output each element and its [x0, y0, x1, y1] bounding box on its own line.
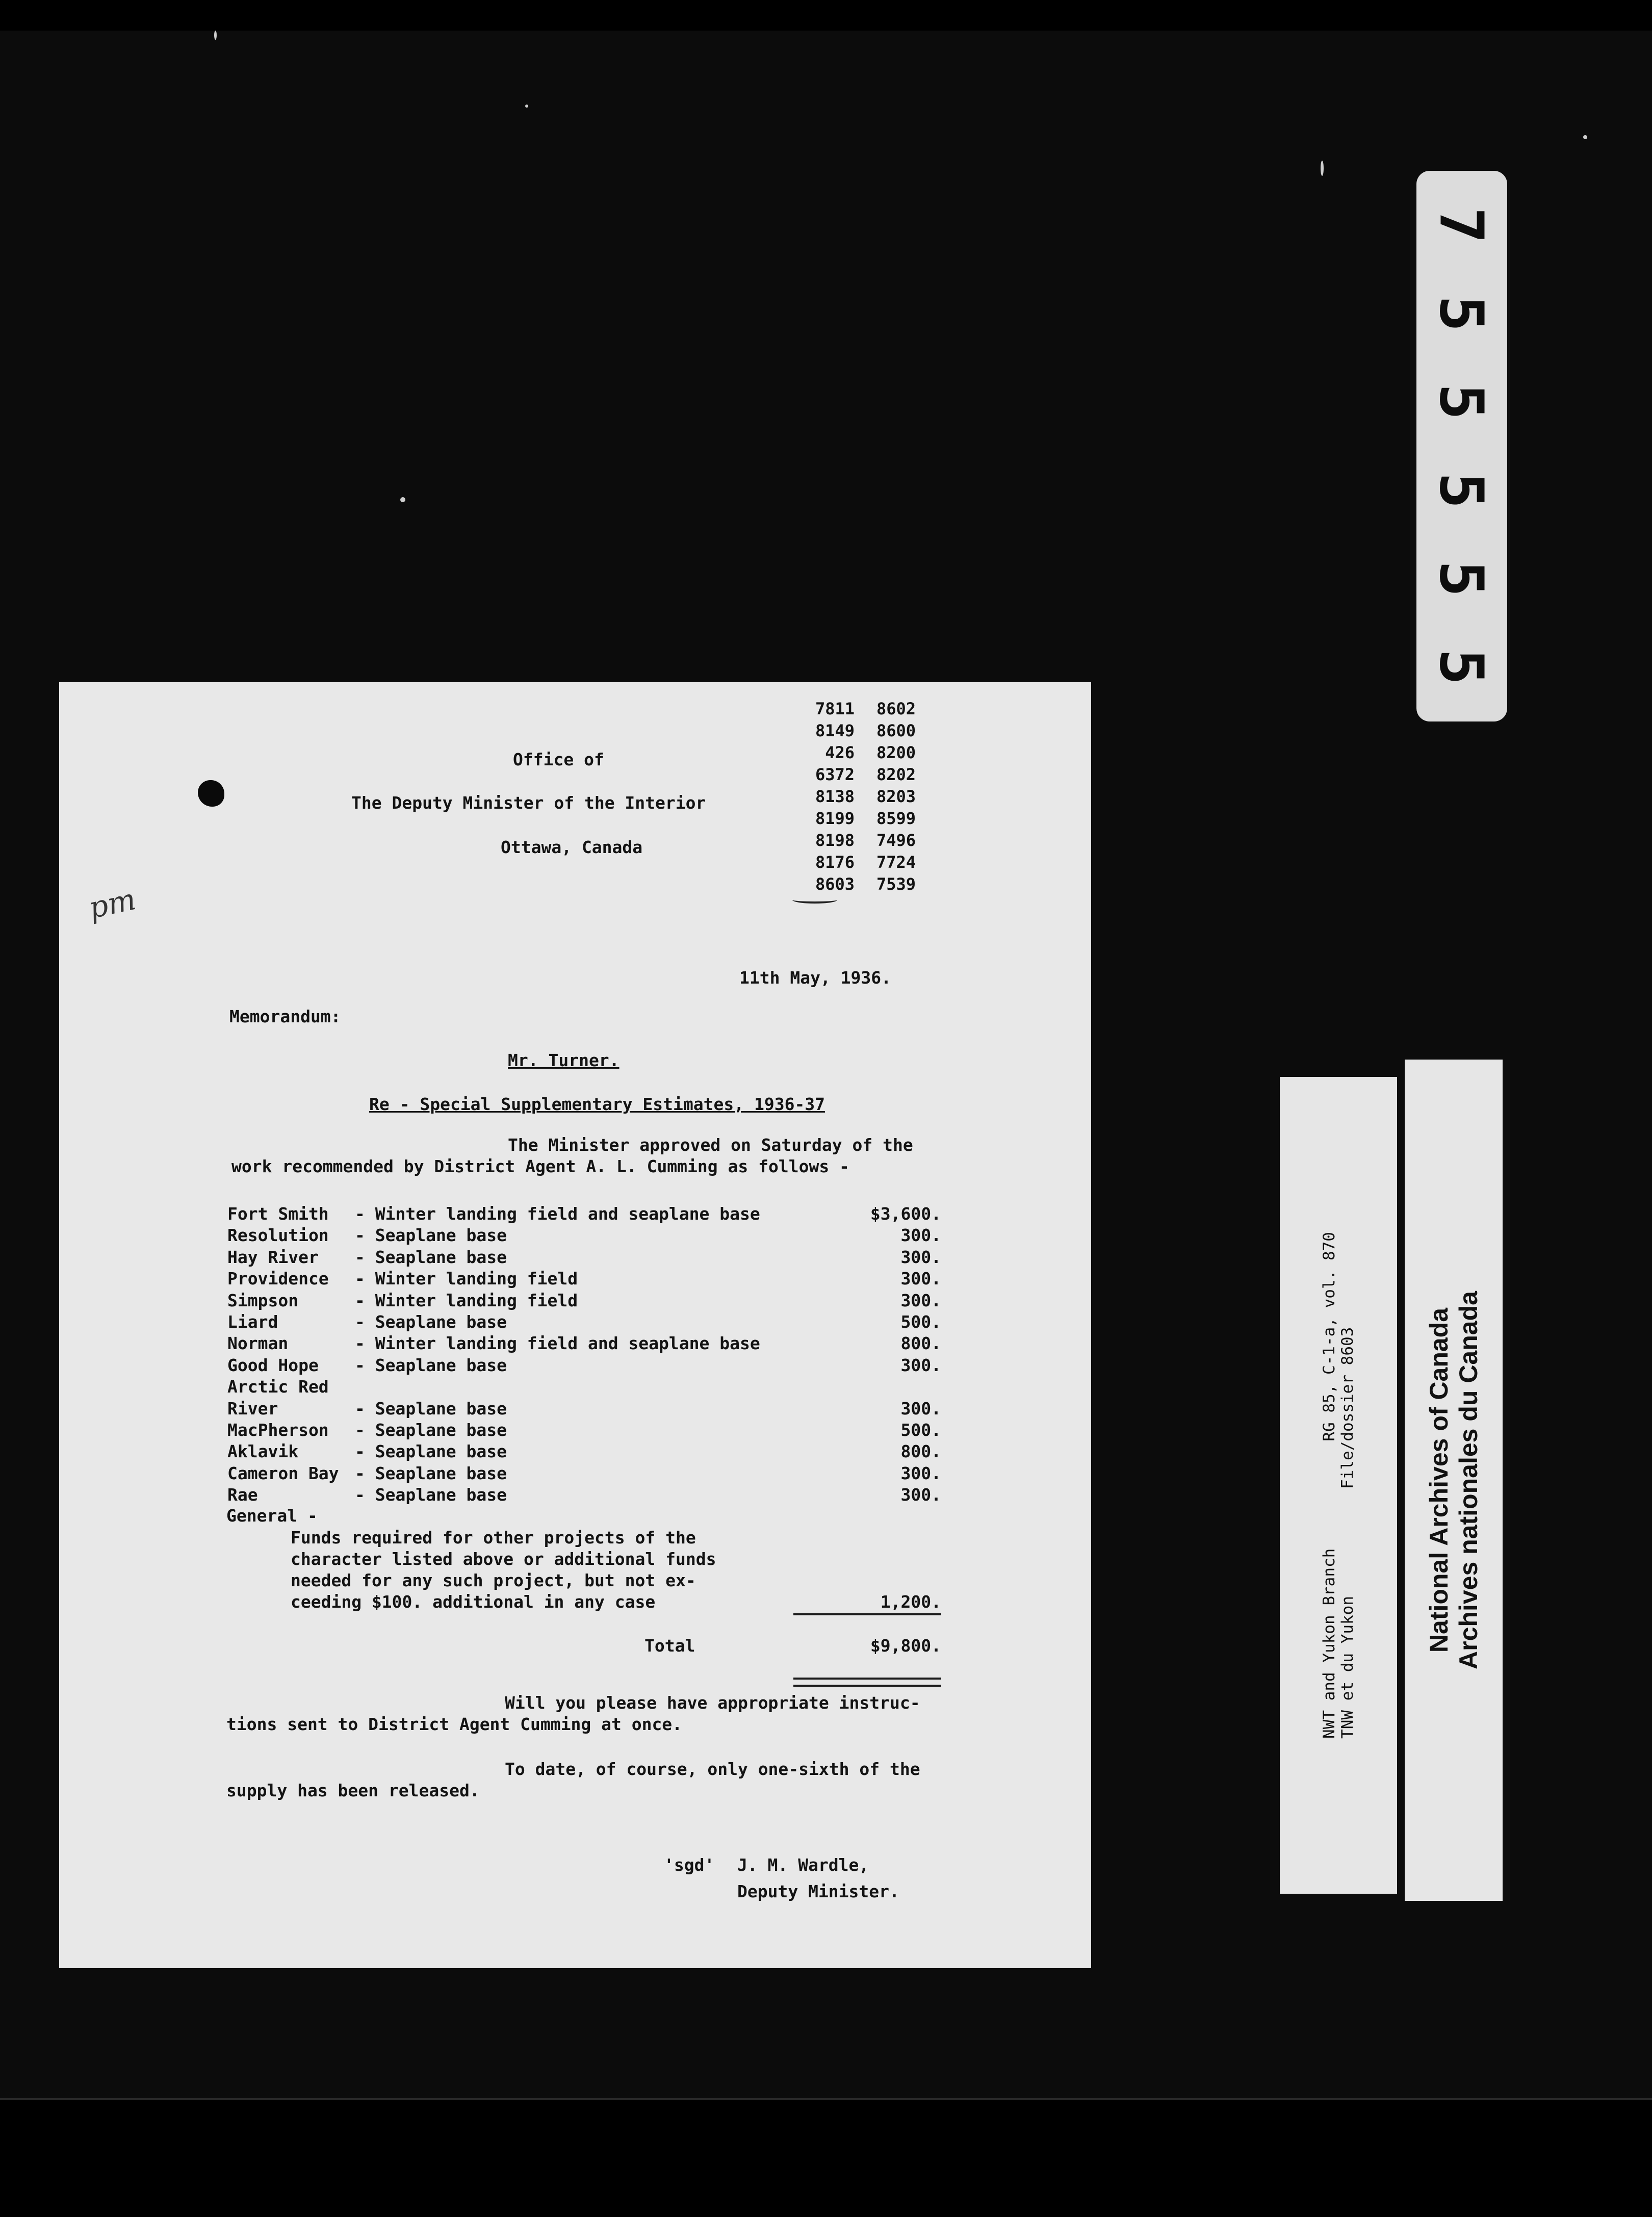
- film-speck: [1321, 161, 1324, 176]
- film-border-top: [0, 0, 1652, 31]
- total-double-rule: [793, 1678, 941, 1680]
- signature-name: J. M. Wardle,: [737, 1855, 869, 1875]
- signature-sgd: 'sgd': [664, 1855, 715, 1875]
- item-place: Simpson: [227, 1290, 299, 1310]
- item-amount: 300.: [900, 1290, 941, 1310]
- film-speck: [525, 105, 528, 108]
- header-office-of: Office of: [513, 750, 604, 769]
- film-border-bottom: [0, 2098, 1652, 2217]
- item-work: - Seaplane base: [355, 1247, 507, 1267]
- film-speck: [1583, 135, 1587, 139]
- item-amount: 500.: [900, 1420, 941, 1440]
- item-work: - Winter landing field and seaplane base: [355, 1204, 760, 1224]
- subtotal-rule: [793, 1613, 941, 1615]
- item-amount: 500.: [900, 1311, 941, 1332]
- frame-digit: 5: [1426, 295, 1497, 332]
- item-place: Cameron Bay: [227, 1463, 339, 1483]
- paragraph-3-line-2: supply has been released.: [226, 1781, 480, 1800]
- film-speck: [214, 31, 217, 40]
- item-work: - Seaplane base: [355, 1311, 507, 1332]
- file-number: 8603: [815, 874, 855, 894]
- memo-subject: Re - Special Supplementary Estimates, 1936-37: [369, 1094, 825, 1114]
- header-deputy-minister: The Deputy Minister of the Interior: [351, 793, 706, 813]
- file-number: 8199: [815, 809, 855, 828]
- item-place: Rae: [227, 1485, 258, 1505]
- file-number: 8599: [876, 809, 916, 828]
- general-text-line: ceeding $100. additional in any case: [291, 1592, 656, 1612]
- institution-name-en: National Archives of Canada: [1425, 1307, 1453, 1653]
- item-place: Fort Smith: [227, 1204, 329, 1224]
- item-work: - Winter landing field: [355, 1269, 578, 1289]
- item-work: - Seaplane base: [355, 1355, 507, 1375]
- institution-name-fr: Archives nationales du Canada: [1454, 1291, 1483, 1669]
- item-place: Hay River: [227, 1247, 319, 1267]
- item-work: - Seaplane base: [355, 1398, 507, 1419]
- frame-digit: 5: [1426, 649, 1497, 685]
- paragraph-3-line-1: To date, of course, only one-sixth of the: [505, 1759, 920, 1779]
- item-place: Aklavik: [227, 1441, 299, 1462]
- memorandum-page: [59, 682, 1091, 1968]
- file-number: 8176: [815, 853, 855, 872]
- file-number: 8138: [815, 787, 855, 806]
- archive-reference-label: [1280, 1077, 1397, 1894]
- item-work: - Seaplane base: [355, 1441, 507, 1462]
- archive-institution-label: [1405, 1060, 1503, 1901]
- file-number: 8203: [876, 787, 916, 806]
- file-number: 8202: [876, 765, 916, 784]
- memo-date: 11th May, 1936.: [739, 968, 892, 988]
- file-number: 8198: [815, 831, 855, 850]
- item-place: Good Hope: [227, 1355, 319, 1375]
- handwritten-initials: pm: [85, 882, 139, 925]
- item-amount: 300.: [900, 1398, 941, 1419]
- punch-hole: [198, 780, 224, 807]
- item-place: Providence: [227, 1269, 329, 1289]
- paragraph-2-line-1: Will you please have appropriate instruc-: [505, 1693, 920, 1713]
- item-work: - Seaplane base: [355, 1463, 507, 1483]
- item-place: River: [227, 1398, 278, 1419]
- pencil-underline: [792, 896, 837, 904]
- frame-counter: [1416, 171, 1507, 721]
- intro-line-2: work recommended by District Agent A. L. Cumming as follows -: [231, 1156, 849, 1176]
- frame-digit: 5: [1426, 472, 1497, 509]
- file-dossier-ref: File/dossier 8603: [1338, 1327, 1357, 1489]
- file-number: 7539: [876, 874, 916, 894]
- item-amount: 300.: [900, 1269, 941, 1289]
- total-amount: $9,800.: [870, 1636, 941, 1656]
- film-speck: [400, 497, 405, 502]
- file-number: 7811: [815, 699, 855, 718]
- frame-digit: 5: [1426, 560, 1497, 597]
- signature-title: Deputy Minister.: [737, 1881, 899, 1901]
- general-amount: 1,200.: [880, 1592, 941, 1612]
- item-amount: 300.: [900, 1355, 941, 1375]
- general-text-line: character listed above or additional funds: [291, 1549, 716, 1569]
- item-place: Liard: [227, 1311, 278, 1332]
- file-number: 6372: [815, 765, 855, 784]
- file-numbers: [793, 699, 916, 894]
- item-work: - Winter landing field: [355, 1290, 578, 1310]
- total-label: Total: [644, 1636, 695, 1656]
- item-work: - Seaplane base: [355, 1225, 507, 1246]
- file-number: 7496: [876, 831, 916, 850]
- file-number: 8200: [876, 743, 916, 762]
- item-amount: 800.: [900, 1441, 941, 1462]
- general-text-line: Funds required for other projects of the: [291, 1528, 696, 1548]
- item-place: Norman: [227, 1333, 289, 1354]
- item-amount: $3,600.: [870, 1204, 941, 1224]
- item-place: MacPherson: [227, 1420, 329, 1440]
- branch-name-fr: TNW et du Yukon: [1338, 1595, 1357, 1739]
- frame-digit: 7: [1426, 207, 1497, 244]
- item-place: Resolution: [227, 1225, 329, 1246]
- item-amount: 300.: [900, 1463, 941, 1483]
- item-work: - Winter landing field and seaplane base: [355, 1333, 760, 1354]
- item-amount: 300.: [900, 1247, 941, 1267]
- item-amount: 300.: [900, 1485, 941, 1505]
- total-double-rule: [793, 1685, 941, 1687]
- frame-digit: 5: [1426, 383, 1497, 420]
- file-number: 426: [825, 743, 855, 762]
- item-work: - Seaplane base: [355, 1420, 507, 1440]
- file-number: 7724: [876, 853, 916, 872]
- branch-name-en: NWT and Yukon Branch: [1320, 1548, 1338, 1739]
- item-amount: 300.: [900, 1225, 941, 1246]
- intro-line-1: The Minister approved on Saturday of the: [508, 1135, 913, 1155]
- header-location: Ottawa, Canada: [501, 837, 643, 857]
- file-number: 8600: [876, 721, 916, 740]
- general-label: General -: [226, 1506, 318, 1526]
- item-amount: 800.: [900, 1333, 941, 1354]
- memo-label: Memorandum:: [229, 1007, 341, 1026]
- file-number: 8602: [876, 699, 916, 718]
- paragraph-2-line-2: tions sent to District Agent Cumming at once.: [226, 1714, 683, 1734]
- file-number: 8149: [815, 721, 855, 740]
- item-place: Arctic Red: [227, 1377, 329, 1397]
- general-text-line: needed for any such project, but not ex-: [291, 1570, 696, 1590]
- record-group-ref: RG 85, C-1-a, vol. 870: [1320, 1232, 1338, 1441]
- memo-recipient: Mr. Turner.: [508, 1050, 620, 1070]
- item-work: - Seaplane base: [355, 1485, 507, 1505]
